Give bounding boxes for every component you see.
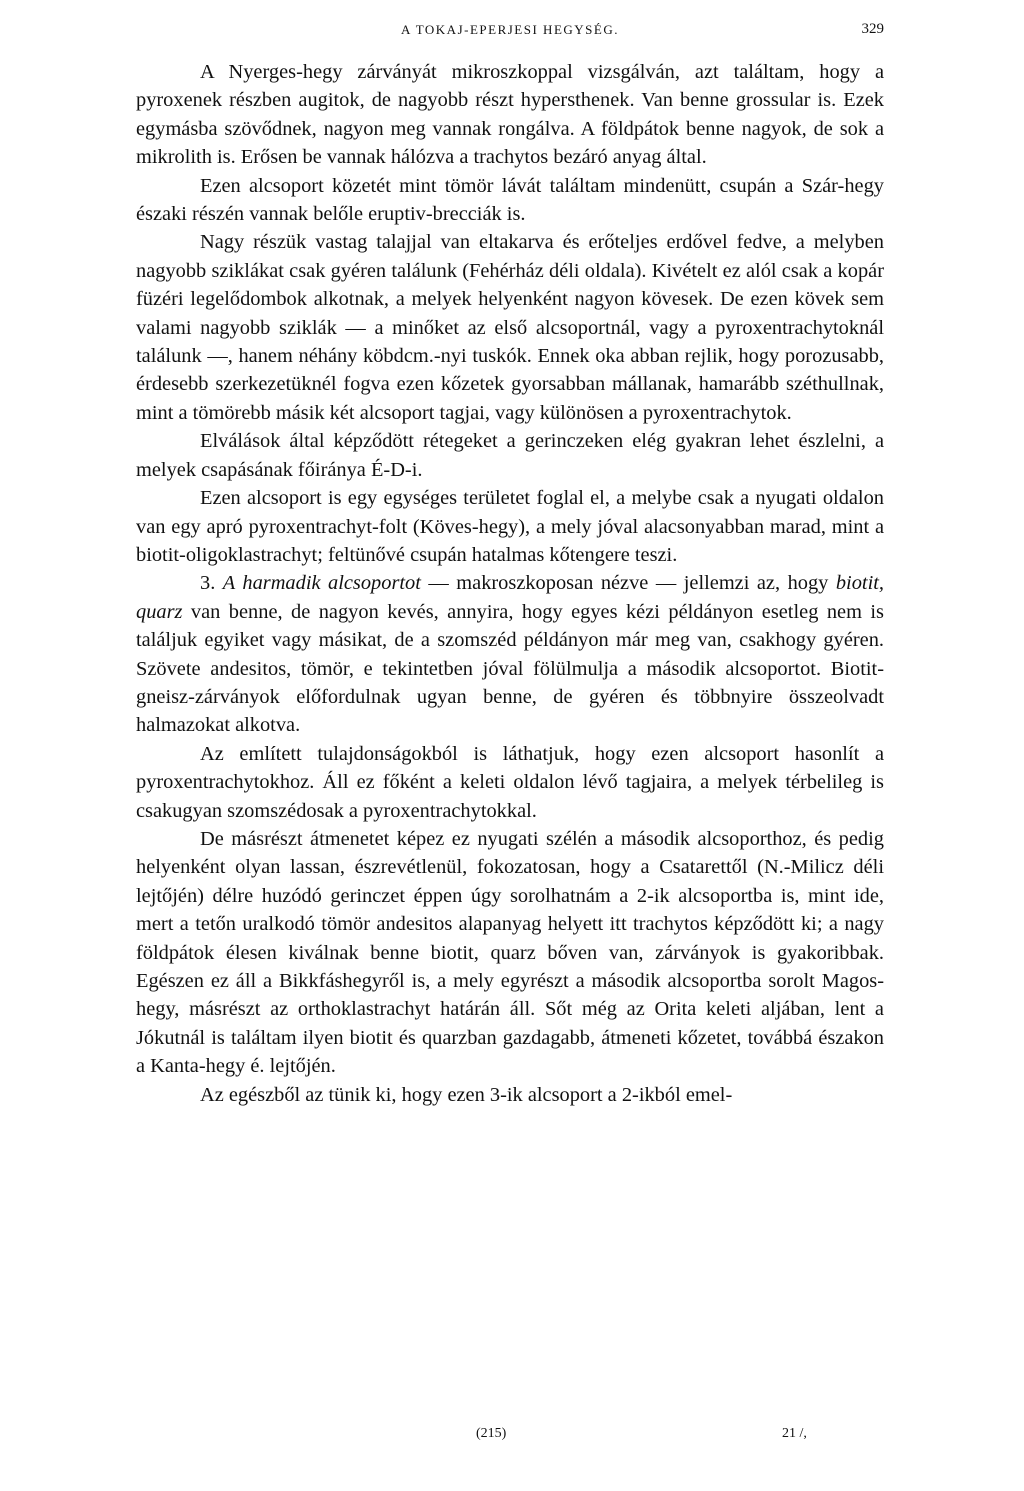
paragraph-harmadik-alcsoport — [136, 569, 884, 739]
paragraph-osszegzes: Az egészből az tünik ki, hogy ezen 3-ik alcsoport a 2-ikból emel- — [200, 1083, 733, 1106]
section-number: 3. — [200, 572, 216, 595]
page-number: 329 — [861, 21, 884, 37]
running-head — [136, 18, 884, 42]
running-title: A TOKAJ-EPERJESI HEGYSÉG. — [401, 22, 619, 37]
signature-mark-left: (215) — [476, 1426, 507, 1441]
italic-term-biotit: biotit, — [835, 572, 884, 595]
paragraph-eruptiv-brecciak: Ezen alcsoport közetét mint tömör lávát találtam mindenütt, csupán a Szár-hegy északi részén vannak belőle eruptiv-brecciák is. — [136, 174, 884, 226]
signature-mark-right: 21 /, — [782, 1426, 807, 1441]
italic-heading: A harmadik alcsoportot — [222, 572, 421, 595]
paragraph-elvalasok: Elválások által képződött rétegeket a gerinczeken elég gyakran lehet észlelni, a melyek csapásának főiránya É-D-i. — [136, 430, 884, 481]
page-footer — [136, 1424, 884, 1446]
italic-term-quarz: quarz — [136, 600, 183, 623]
paragraph-talaj-erdo: Nagy részük vastag talajjal van eltakarva és erőteljes erdővel fedve, a melyben nagyobb sziklákat csak gyéren találunk (Fehérház déli oldala). Kivételt ez alól csak a kopár füzéri legelődombok alkotnak, a melyek helyenként nagyon kövesek. De ezen kövek sem valami nagyobb sziklák — a minőket az első alcsoportnál, vagy a pyroxentrachytoknál találunk —, hanem néhány köbdcm.-nyi tuskók. Ennek oka abban rejlik, hogy porozusabb, érdesebb szerkezetüknél fogva ezen kőzetek gyorsabban mállanak, hamarább széthullnak, mint a tömörebb másik két alcsoport tagjai, vagy különösen a pyroxentrachytok. — [136, 231, 884, 424]
paragraph-text: — makroszkoposan nézve — jellemzi az, hogy — [420, 572, 836, 595]
body-text — [136, 58, 884, 1109]
paragraph-text: van benne, de nagyon kevés, annyira, hogy egyes kézi példányon esetleg nem is találjuk egyiket vagy másikat, de a szomszéd példányon már meg van, csakhogy gyéren. Szövete andesitos, tömör, e tekintetben jóval fölülmulja a második alcsoportot. Biotit-gneisz-zárványok előfordulnak ugyan benne, de gyéren és többnyire összeolvadt halmazokat alkotva. — [136, 600, 884, 737]
paragraph-atmenet: De másrészt átmenetet képez ez nyugati szélén a második alcsoporthoz, és pedig helyenként olyan lassan, észrevétlenül, fokozatosan, hogy a Csatarettől (N.-Milicz déli lejtőjén) délre huzódó gerinczet éppen úgy sorolhatnám a 2-ik alcsoportba is, mint ide, mert a tetőn uralkodó tömör andesitos alapanyag helyett itt trachytos képződött ki; a nagy földpátok élesen kiválnak benne biotit, quarz bőven van, zárványok is gyakoribbak. Egészen ez áll a Bikkfáshegyről is, a mely egyrészt a második alcsoportba sorolt Magos-hegy, másrészt az orthoklastrachyt határán áll. Sőt még az Orita keleti aljában, lent a Jókutnál is találtam ilyen biotit és quarzban gazdagabb, átmeneti kőzetet, továbbá északon a Kanta-hegy é. lejtőjén. — [136, 827, 884, 1078]
paragraph-tulajdonsagok: Az említett tulajdonságokból is láthatjuk, hogy ezen alcsoport hasonlít a pyroxentrachytokhoz. Áll ez főként a keleti oldalon lévő tagjaira, a melyek térbelileg is csakugyan szomszédosak a pyroxentrachytokkal. — [136, 742, 884, 822]
paragraph-nyerges-hegy: A Nyerges-hegy zárványát mikroszkoppal vizsgálván, azt találtam, hogy a pyroxenek részben augitok, de nagyobb részt hypersthenek. Van benne grossular is. Ezek egymásba szövődnek, nagyon meg vannak rongálva. A földpátok benne nagyok, de sok a mikrolith is. Erősen be vannak hálózva a trachytos bezáró anyag által. — [136, 61, 884, 169]
paragraph-egyseges-terulet: Ezen alcsoport is egy egységes területet foglal el, a melybe csak a nyugati oldalon van egy apró pyroxentrachyt-folt (Köves-hegy), a mely jóval alacsonyabban marad, mint a biotit-oligoklastrachyt; feltünővé csupán hatalmas kőtengere teszi. — [136, 487, 884, 566]
document-page — [136, 0, 884, 1491]
